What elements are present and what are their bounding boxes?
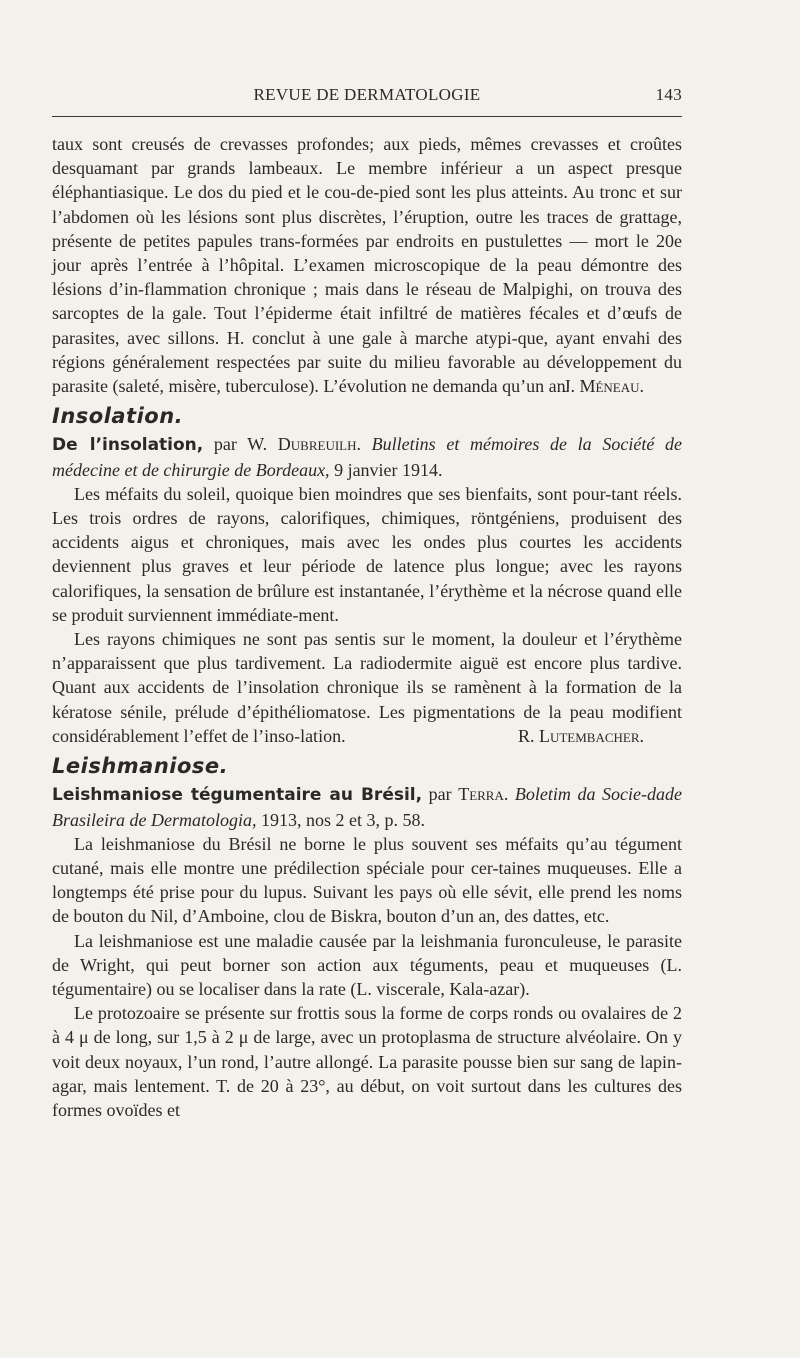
running-header [52,82,682,108]
page-number: 143 [655,85,682,104]
reference-par: par W. [203,434,278,455]
section-heading-leishmaniose: Leishmaniose. [52,754,229,779]
paragraph: Les rayons chimiques ne sont pas sentis sur le moment, la douleur et l’érythème n’apparaissent que plus tardivement. La radiodermite aiguë est encore plus tardive. Quant aux accidents de l’insolation chronique ils se ramènent à la formation de la kératose sénile, prélude d’épithéliomatose. Les pigmentations de la peau modifient considérablement l’effet de l’inso-lation. [52,629,682,746]
reference-title: De l’insolation, [52,435,204,456]
paragraph: taux sont creusés de crevasses profondes; aux pieds, mêmes crevasses et croûtes desquamant par grands lambeaux. Le membre inférieur a un aspect presque éléphantiasique. Le dos du pied et le cou-de-pied sont les plus atteints. Au tronc et sur l’abdomen où les lésions sont plus discrètes, l’éruption, outre les traces de grattage, présente de petites papules trans-formées par endroits en pustulettes — mort le 20e jour après l’entrée à l’hôpital. L’examen microscopique de la peau démontre des lésions d’in-flammation chronique ; mais dans le réseau de Malpighi, on trouva des sarcoptes de la gale. Tout l’épiderme était infiltré de matières fécales et d’œufs de parasites, avec sillons. H. conclut à une gale à marche atypi-que, ayant envahi des régions généralement respectées par suite du milieu favorable au développement du parasite (saleté, misère, tuberculose). L’évolution ne demanda qu’un an. [52,134,682,397]
header-rule [52,116,682,117]
bibliographic-reference [52,432,682,481]
paragraph: La leishmaniose est une maladie causée par la leishmania furonculeuse, le parasite de Wright, qui peut borner son action aux téguments, peau et muqueuses (L. tégumentaire) ou se localiser dans la rate (L. viscerale, Kala-azar). [52,930,682,999]
reference-date: 1913, nos 2 et 3, p. 58. [256,809,425,830]
paragraph: Les méfaits du soleil, quoique bien moindres que ses bienfaits, sont pour-tant réels. Les trois ordres de rayons, calorifiques, chimiques, röntgéniens, produisent des accidents aigus et chroniques, mais avec les ondes plus courtes les accidents deviennent plus graves et leur période de latence plus longue; avec les rayons calorifiques, la sensation de brûlure est instantanée, l’érythème et la nécrose quand elle se produit surviennent immédiate-ment. [52,483,682,625]
reference-author: Dubreuilh. [277,434,361,455]
reference-date: 9 janvier 1914. [329,459,443,480]
journal-title: REVUE DE DERMATOLOGIE [253,85,481,104]
reference-author: Terra. [458,784,509,805]
reference-journal: Boletim da Socie-dade Brasileira de Dermatologia, [52,784,683,830]
author-signature: J. Méneau. [563,376,644,397]
section-heading-insolation: Insolation. [52,404,184,429]
reference-journal: Bulletins et mémoires de la Société de médecine et de chirurgie de Bordeaux, [52,434,682,480]
body-text [52,132,682,1122]
paragraph: Le protozoaire se présente sur frottis sous la forme de corps ronds ou ovalaires de 2 à 4 μ de long, sur 1,5 à 2 μ de large, avec un protoplasma de structure alvéolaire. On y voit deux noyaux, l’un rond, l’autre allongé. La parasite pousse bien sur sang de lapin-agar, mais lentement. T. de 20 à 23°, au début, on voit surtout dans les cultures des formes ovoïdes et [52,1003,682,1120]
reference-title: Leishmaniose tégumentaire au Brésil, [52,785,423,806]
paragraph: La leishmaniose du Brésil ne borne le plus souvent ses méfaits qu’au tégument cutané, mais elle montre une prédilection spéciale pour cer-taines muqueuses. Elle a longtemps été prise pour du lupus. Suivant les pays où elle sévit, elle prend les noms de bouton du Nil, d’Amboine, clou de Biskra, bouton d’un an, des dattes, etc. [52,833,682,927]
reference-par: par [422,784,459,805]
author-signature: R. Lutembacher. [517,725,644,746]
bibliographic-reference [52,782,682,831]
